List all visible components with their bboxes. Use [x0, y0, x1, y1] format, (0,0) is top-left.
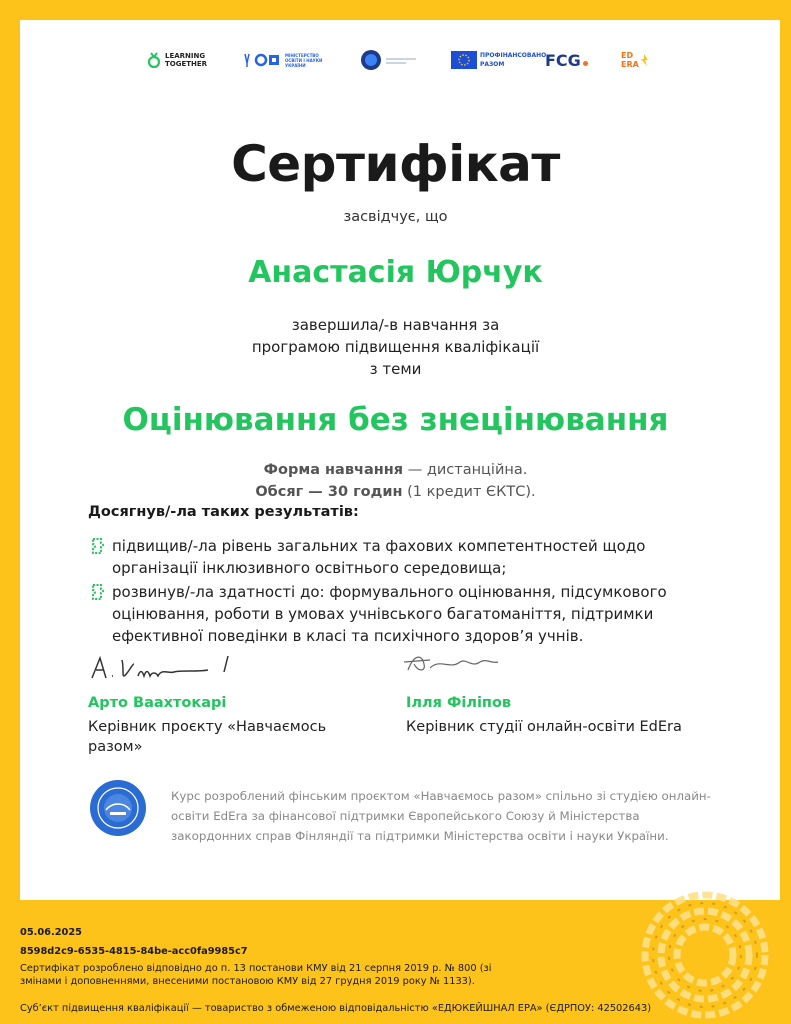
eu-flag-icon	[451, 51, 477, 69]
globe-icon	[360, 49, 420, 71]
study-info	[0, 459, 791, 503]
signatory-name: Арто Ваахтокарі	[88, 695, 227, 711]
result-item	[88, 581, 728, 647]
results-heading: Досягнув/-ла таких результатів:	[88, 504, 359, 520]
completion-line-2: програмою підвищення кваліфікації	[251, 338, 540, 356]
ministry-icon	[243, 51, 283, 69]
ministry-text: МІНІСТЕРСТВО ОСВІТИ І НАУКИ УКРАЇНИ	[285, 52, 323, 68]
signature-filipov	[400, 650, 510, 676]
decorative-swirl	[625, 875, 780, 1024]
fcg-logo	[545, 47, 588, 73]
study-form	[0, 459, 791, 481]
fcg-text: FCG	[545, 50, 581, 70]
study-volume-value: (1 кредит ЄКТС).	[402, 484, 536, 500]
edera-text: ED ERA	[621, 51, 639, 69]
project-seal	[88, 778, 148, 838]
study-form-label: Форма навчання	[263, 462, 404, 478]
entity-info: Суб’єкт підвищення кваліфікації — товариство з обмеженою відповідальністю «ЕДЮКЕЙШНАЛ ЕРА» (ЄДРПОУ: 42502643)	[20, 1003, 652, 1014]
eu-text: ПРОФІНАНСОВАНО РАЗОМ	[480, 52, 547, 68]
certificate-title: Сертифікат	[231, 135, 560, 193]
study-volume	[0, 481, 791, 503]
result-text: розвинув/-ла здатності до: формувального оцінювання, підсумкового оцінювання, роботи в умовах учнівського багатоманіття, підтримки ефективної поведінки в класі та психічного здоров’я учнів.	[112, 583, 667, 645]
puzzle-bullet-icon	[88, 583, 106, 601]
partner-logos	[0, 47, 791, 75]
result-item	[88, 535, 728, 579]
result-text: підвищив/-ла рівень загальних та фахових компетентностей щодо організації інклюзивного освітнього середовища;	[112, 537, 646, 577]
completion-line-3: з теми	[369, 360, 422, 378]
signatory-role: Керівник проєкту «Навчаємось разом»	[88, 719, 327, 755]
eu-logo	[451, 47, 546, 73]
issue-date: 05.06.2025	[20, 927, 82, 938]
finland-logo	[360, 47, 420, 73]
signature-vaahtokari	[88, 650, 248, 684]
fcg-dot-icon	[583, 61, 588, 66]
certificate-id: 8598d2c9-6535-4815-84be-acc0fa9985c7	[20, 946, 248, 957]
completion-text	[0, 314, 791, 380]
legal-basis: Сертифікат розроблено відповідно до п. 13 постанови КМУ від 21 серпня 2019 р. № 800 (зі змінами і доповненнями, внесеними постановою КМУ від 27 грудня 2019 року № 1133).	[20, 963, 492, 987]
course-note: Курс розроблений фінським проєктом «Навчаємось разом» спільно зі студією онлайн-освіти EdEra за фінансової підтримки Європейського Союзу й Міністерства закордонних справ Фінляндії та підтримки Міністерства освіти і науки України.	[171, 789, 711, 843]
learning-together-logo	[147, 47, 207, 73]
puzzle-bullet-icon	[88, 537, 106, 555]
ministry-logo	[243, 47, 322, 73]
course-title: Оцінювання без знецінювання	[122, 402, 669, 438]
learning-together-icon	[147, 51, 161, 69]
edera-logo	[621, 47, 649, 73]
certifies-text: засвідчує, що	[343, 209, 448, 225]
signatory-name: Ілля Філіпов	[406, 695, 512, 711]
edera-flame-icon	[639, 54, 649, 66]
study-volume-label: Обсяг — 30 годин	[255, 484, 403, 500]
study-form-value: — дистанційна.	[403, 462, 528, 478]
recipient-name: Анастасія Юрчук	[248, 255, 543, 290]
signatory-role: Керівник студії онлайн-освіти EdEra	[406, 719, 682, 735]
learning-together-text: LEARNING TOGETHER	[165, 52, 208, 68]
completion-line-1: завершила/-в навчання за	[291, 316, 500, 334]
